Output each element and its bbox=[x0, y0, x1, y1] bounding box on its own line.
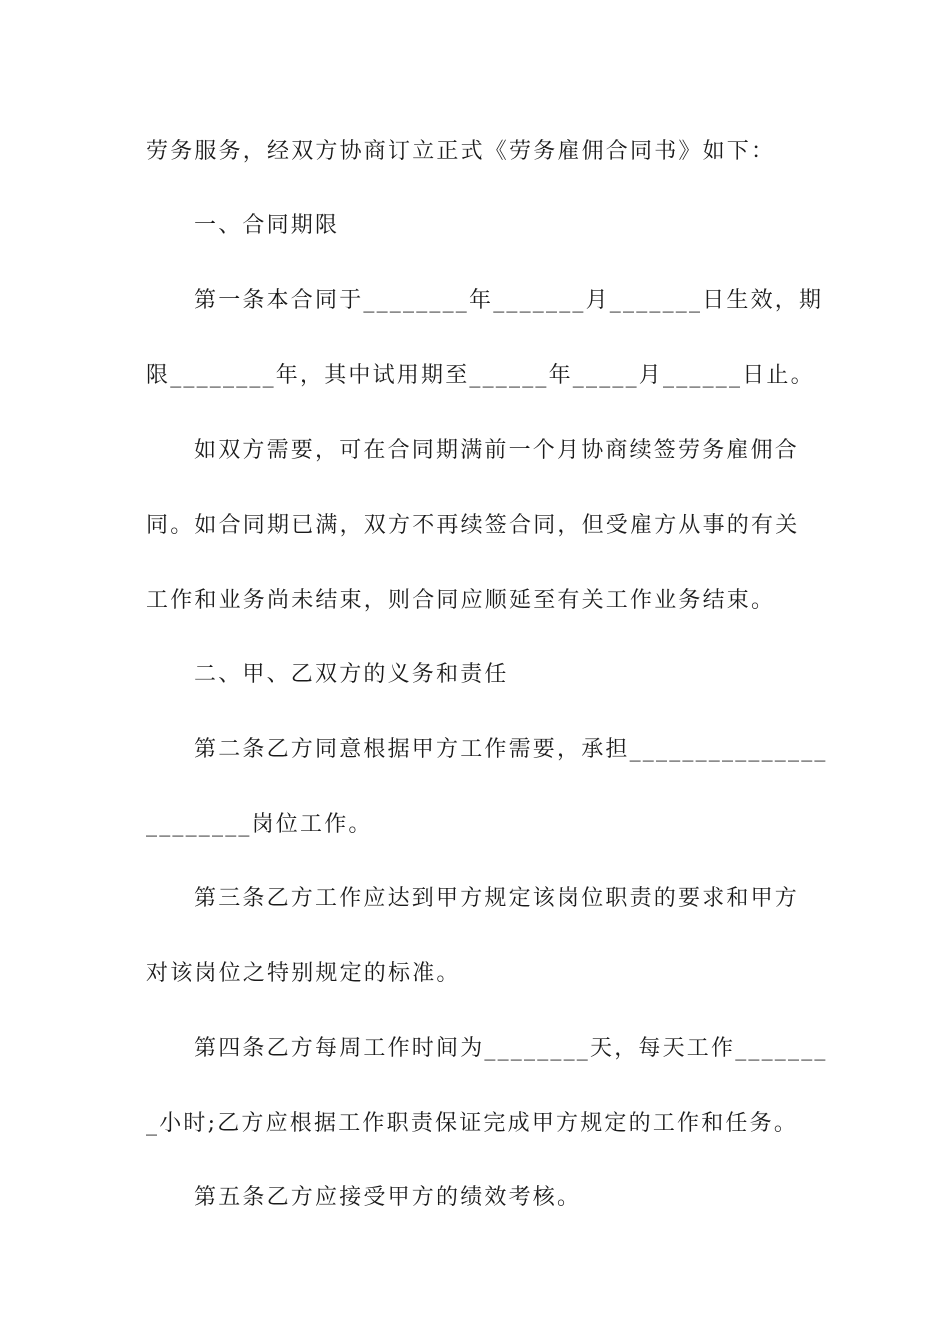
paragraph-intro-line: 劳务服务，经双方协商订立正式《劳务雇佣合同书》如下： bbox=[146, 139, 776, 164]
renewal-paragraph-line-1: 如双方需要，可在合同期满前一个月协商续签劳务雇佣合 bbox=[194, 438, 800, 463]
article-1-line-1: 第一条本合同于________年_______月_______日生效，期 bbox=[194, 288, 824, 313]
section-heading-contract-term: 一、合同期限 bbox=[194, 213, 340, 238]
article-1-line-2: 限________年，其中试用期至______年_____月______日止。 bbox=[146, 363, 815, 388]
renewal-paragraph-line-2: 同。如合同期已满，双方不再续签合同，但受雇方从事的有关 bbox=[146, 513, 800, 538]
article-4-line-1: 第四条乙方每周工作时间为________天，每天工作_______ bbox=[194, 1036, 828, 1061]
article-4-line-2: _小时;乙方应根据工作职责保证完成甲方规定的工作和任务。 bbox=[146, 1111, 799, 1136]
renewal-paragraph-line-3: 工作和业务尚未结束，则合同应顺延至有关工作业务结束。 bbox=[146, 588, 776, 613]
article-3-line-2: 对该岗位之特别规定的标准。 bbox=[146, 961, 461, 986]
article-3-line-1: 第三条乙方工作应达到甲方规定该岗位职责的要求和甲方 bbox=[194, 886, 800, 911]
article-2-line-2: ________岗位工作。 bbox=[146, 812, 373, 837]
section-heading-obligations: 二、甲、乙双方的义务和责任 bbox=[194, 662, 509, 687]
article-5-line-1: 第五条乙方应接受甲方的绩效考核。 bbox=[194, 1185, 582, 1210]
article-2-line-1: 第二条乙方同意根据甲方工作需要，承担_______________ bbox=[194, 737, 828, 762]
